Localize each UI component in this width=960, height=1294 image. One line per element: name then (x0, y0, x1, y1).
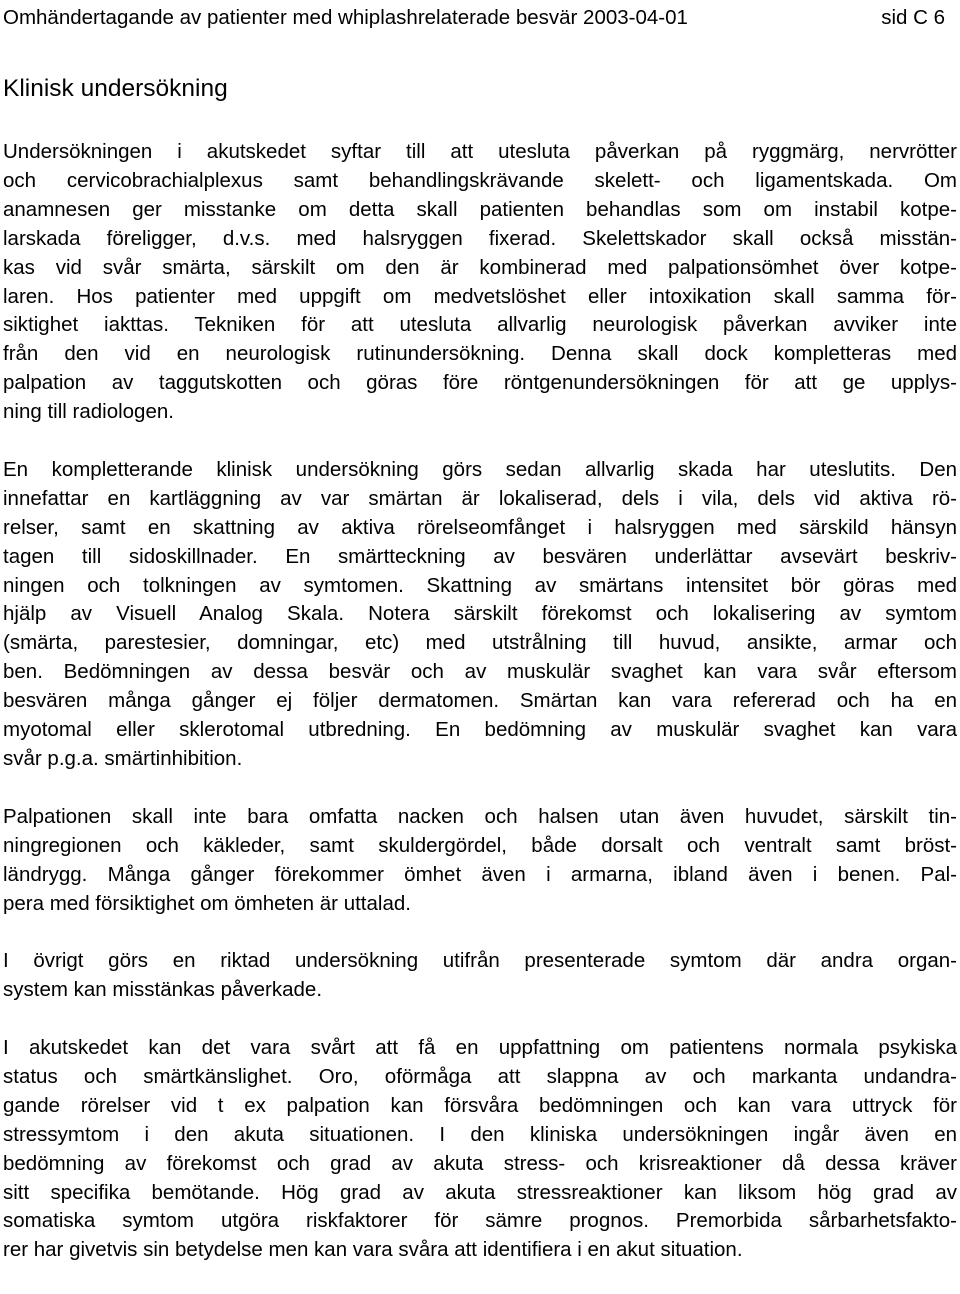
text-line: system kan misstänkas påverkade. (3, 978, 323, 1002)
text-line: ländrygg. Många gånger förekommer ömhet även i armarna, ibland även i benen. Pal- (3, 862, 957, 886)
text-line: somatiska symtom utgöra riskfaktorer för sämre prognos. Premorbida sårbarhetsfakto- (3, 1209, 957, 1233)
paragraph (0, 947, 957, 1005)
text-line: myotomal eller sklerotomal utbredning. En bedömning av muskulär svaghet kan vara (3, 718, 957, 742)
text-line: larskada föreligger, d.v.s. med halsryggen fixerad. Skelettskador skall också misstän- (3, 226, 957, 250)
text-line: Undersökningen i akutskedet syftar till att utesluta påverkan på ryggmärg, nervrötter (3, 140, 957, 163)
text-line: I akutskedet kan det vara svårt att få en uppfattning om patientens normala psykiska (3, 1036, 957, 1060)
text-line: pera med försiktighet om ömheten är uttalad. (3, 891, 411, 915)
text-line: laren. Hos patienter med uppgift om medvetslöshet eller intoxikation skall samma för- (3, 284, 957, 308)
paragraph (0, 456, 957, 774)
text-line: från den vid en neurologisk rutinundersökning. Denna skall dock kompletteras med (3, 342, 957, 366)
text-line: bedömning av förekomst och grad av akuta stress- och krisreaktioner då dessa kräver (3, 1151, 957, 1175)
text-line: relser, samt en skattning av aktiva rörelseomfånget i halsryggen med särskild hänsyn (3, 515, 957, 539)
text-line: ning till radiologen. (3, 400, 174, 424)
text-line: ningregionen och käkleder, samt skuldergördel, både dorsalt och ventralt samt bröst- (3, 833, 957, 857)
paragraph (0, 1034, 957, 1265)
text-line: palpation av taggutskotten och göras före röntgenundersökningen för att ge upplys- (3, 371, 957, 395)
text-line: siktighet iakttas. Tekniken för att utesluta allvarlig neurologisk påverkan avviker inte (3, 313, 957, 337)
text-line: tagen till sidoskillnader. En smärtteckning av besvären underlättar avsevärt beskriv- (3, 544, 957, 568)
text-line: I övrigt görs en riktad undersökning utifrån presenterade symtom där andra organ- (3, 949, 957, 973)
text-line: gande rörelser vid t ex palpation kan försvåra bedömningen och kan vara uttryck för (3, 1093, 957, 1117)
text-line: Palpationen skall inte bara omfatta nacken och halsen utan även huvudet, särskilt tin- (3, 804, 957, 828)
text-line: ben. Bedömningen av dessa besvär och av muskulär svaghet kan vara svår eftersom (3, 660, 957, 684)
header-title: Omhändertagande av patienter med whiplashrelaterade besvär 2003-04-01 (3, 6, 688, 29)
text-line: innefattar en kartläggning av var smärtan är lokaliserad, dels i vila, dels vid aktiva rö- (3, 486, 957, 510)
text-line: och cervicobrachialplexus samt behandlingskrävande skelett- och ligamentskada. Om (3, 168, 957, 192)
text-line: hjälp av Visuell Analog Skala. Notera särskilt förekomst och lokalisering av symtom (3, 602, 957, 626)
section-heading: Klinisk undersökning (3, 75, 228, 102)
text-line: (smärta, parestesier, domningar, etc) med utstrålning till huvud, ansikte, armar och (3, 631, 957, 655)
text-line: rer har givetvis sin betydelse men kan vara svåra att identifiera i en akut situation. (3, 1238, 743, 1262)
page-header (0, 4, 960, 32)
text-line: besvären många gånger ej följer dermatomen. Smärtan kan vara refererad och ha en (3, 689, 957, 713)
text-line: status och smärtkänslighet. Oro, oförmåga att slappna av och markanta undandra- (3, 1064, 957, 1088)
text-line: En kompletterande klinisk undersökning görs sedan allvarlig skada har uteslutits. Den (3, 457, 957, 481)
text-line: anamnesen ger misstanke om detta skall patienten behandlas som om instabil kotpe- (3, 197, 957, 221)
paragraph (0, 803, 957, 919)
text-line: stressymtom i den akuta situationen. I den kliniska undersökningen ingår även en (3, 1122, 957, 1146)
text-line: sitt specifika bemötande. Hög grad av akuta stressreaktioner kan liksom hög grad av (3, 1180, 957, 1204)
page-number: sid C 6 (881, 6, 945, 29)
text-line: svår p.g.a. smärtinhibition. (3, 747, 243, 771)
paragraph (0, 138, 957, 427)
text-line: ningen och tolkningen av symtomen. Skattning av smärtans intensitet bör göras med (3, 573, 957, 597)
body-text (0, 138, 957, 1294)
text-line: kas vid svår smärta, särskilt om den är kombinerad med palpationsömhet över kotpe- (3, 255, 957, 279)
